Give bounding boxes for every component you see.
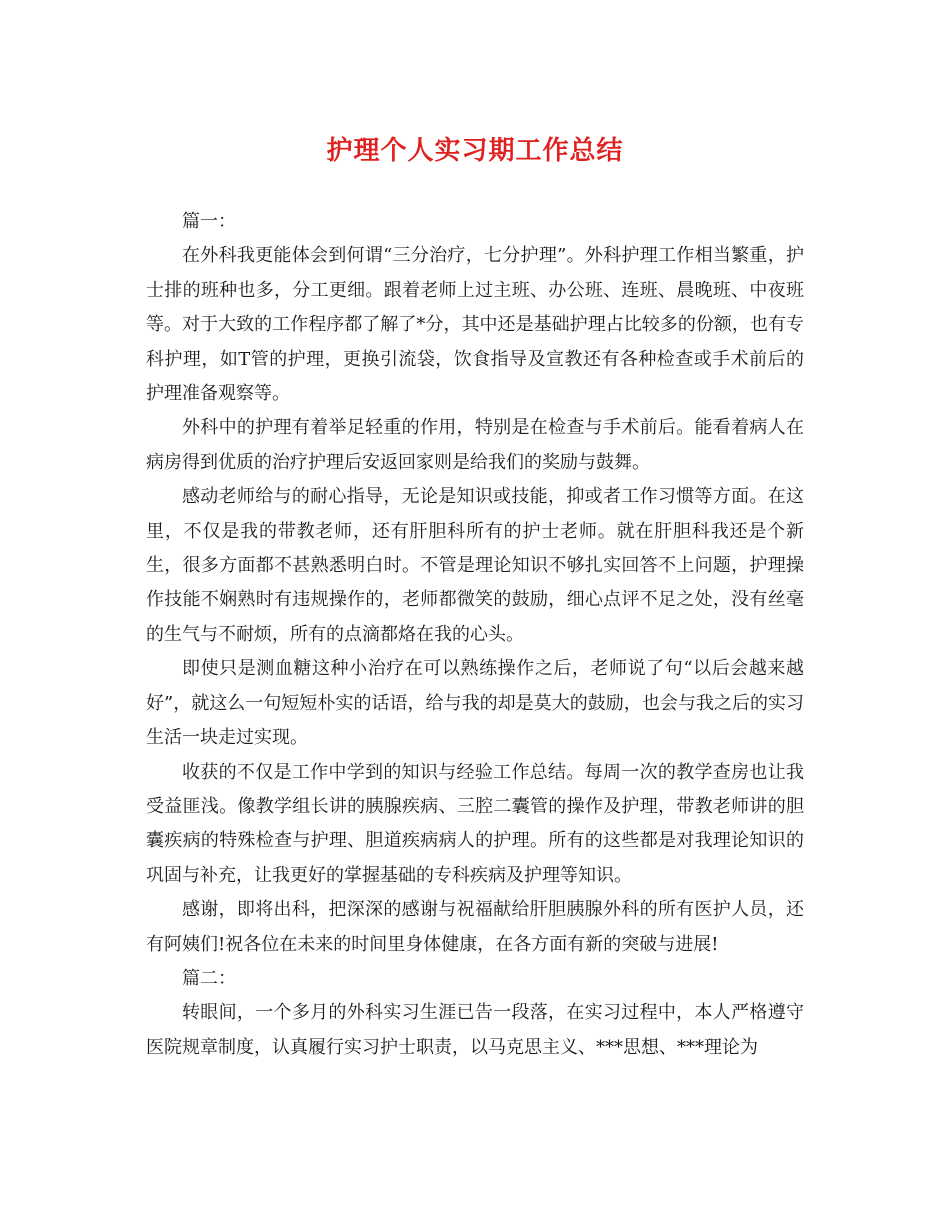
document-body — [146, 205, 804, 1065]
section-heading-part-two: 篇二： — [182, 967, 236, 989]
paragraph: 感谢，即将出科，把深深的感谢与祝福献给肝胆胰腺外科的所有医护人员，还有阿姨们!祝各位在未来的时间里身体健康，在各方面有新的突破与进展! — [146, 899, 804, 955]
section-heading-part-one: 篇一： — [182, 211, 236, 232]
paragraph: 转眼间，一个多月的外科实习生涯已告一段落，在实习过程中，本人严格遵守医院规章制度，认真履行实习护士职责，以马克思主义、***思想、***理论为 — [146, 1002, 804, 1058]
paragraph: 收获的不仅是工作中学到的知识与经验工作总结。每周一次的教学查房也让我受益匪浅。像教学组长讲的胰腺疾病、三腔二囊管的操作及护理，带教老师讲的胆囊疾病的特殊检查与护理、胆道疾病病人的护理。所有的这些都是对我理论知识的巩固与补充，让我更好的掌握基础的专科疾病及护理等知识。 — [146, 761, 804, 886]
document-title: 护理个人实习期工作总结 — [326, 136, 624, 166]
paragraph: 即使只是测血糖这种小治疗在可以熟练操作之后，老师说了句“以后会越来越好”，就这么一句短短朴实的话语，给与我的却是莫大的鼓励，也会与我之后的实习生活一块走过实现。 — [146, 658, 804, 749]
paragraph: 感动老师给与的耐心指导，无论是知识或技能，抑或者工作习惯等方面。在这里，不仅是我的带教老师，还有肝胆科所有的护士老师。就在肝胆科我还是个新生，很多方面都不甚熟悉明白时。不管是理论知识不够扎实回答不上问题，护理操作技能不娴熟时有违规操作的，老师都微笑的鼓励，细心点评不足之处，没有丝毫的生气与不耐烦，所有的点滴都烙在我的心头。 — [146, 486, 804, 645]
paragraph: 在外科我更能体会到何谓“三分治疗，七分护理”。外科护理工作相当繁重，护士排的班种也多，分工更细。跟着老师上过主班、办公班、连班、晨晚班、中夜班等。对于大致的工作程序都了解了*分，其中还是基础护理占比较多的份额，也有专科护理，如T管的护理，更换引流袋，饮食指导及宣教还有各种检查或手术前后的护理准备观察等。 — [146, 245, 804, 405]
paragraph: 外科中的护理有着举足轻重的作用，特别是在检查与手术前后。能看着病人在病房得到优质的治疗护理后安返回家则是给我们的奖励与鼓舞。 — [146, 417, 804, 473]
